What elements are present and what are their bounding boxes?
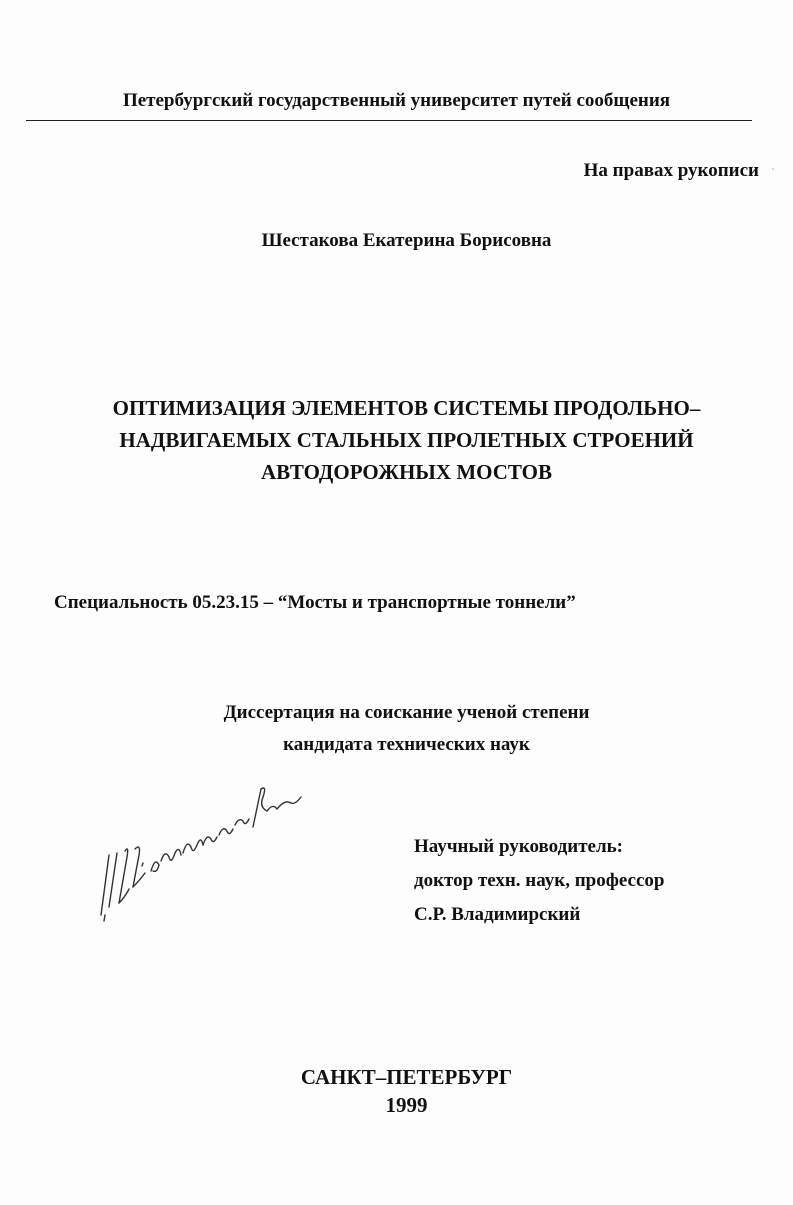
university-name: Петербургский государственный университет путей сообщения <box>122 90 671 111</box>
title-line-1: ОПТИМИЗАЦИЯ ЭЛЕМЕНТОВ СИСТЕМЫ ПРОДОЛЬНО– <box>112 396 701 420</box>
supervisor-label: Научный руководитель: <box>414 836 623 857</box>
degree-line-1: Диссертация на соискание ученой степени <box>223 702 590 723</box>
degree-line-2: кандидата технических наук <box>283 734 530 755</box>
dissertation-title <box>40 392 773 488</box>
supervisor-degree: доктор техн. наук, профессор <box>414 870 665 891</box>
header-divider <box>26 120 752 121</box>
supervisor-block <box>414 830 664 932</box>
manuscript-note: На правах рукописи <box>583 160 759 181</box>
year: 1999 <box>385 1093 428 1117</box>
city: САНКТ–ПЕТЕРБУРГ <box>300 1065 513 1089</box>
handwritten-signature-icon <box>95 775 310 925</box>
degree-statement <box>0 697 793 761</box>
scan-speck <box>772 168 774 170</box>
place-and-year <box>0 1063 793 1119</box>
author-name: Шестакова Екатерина Борисовна <box>261 230 552 251</box>
supervisor-name: С.Р. Владимирский <box>414 904 581 925</box>
title-line-3: АВТОДОРОЖНЫХ МОСТОВ <box>261 460 552 484</box>
specialty-line: Специальность 05.23.15 – “Мосты и транспортные тоннели” <box>54 592 576 613</box>
title-line-2: НАДВИГАЕМЫХ СТАЛЬНЫХ ПРОЛЕТНЫХ СТРОЕНИЙ <box>119 428 694 452</box>
